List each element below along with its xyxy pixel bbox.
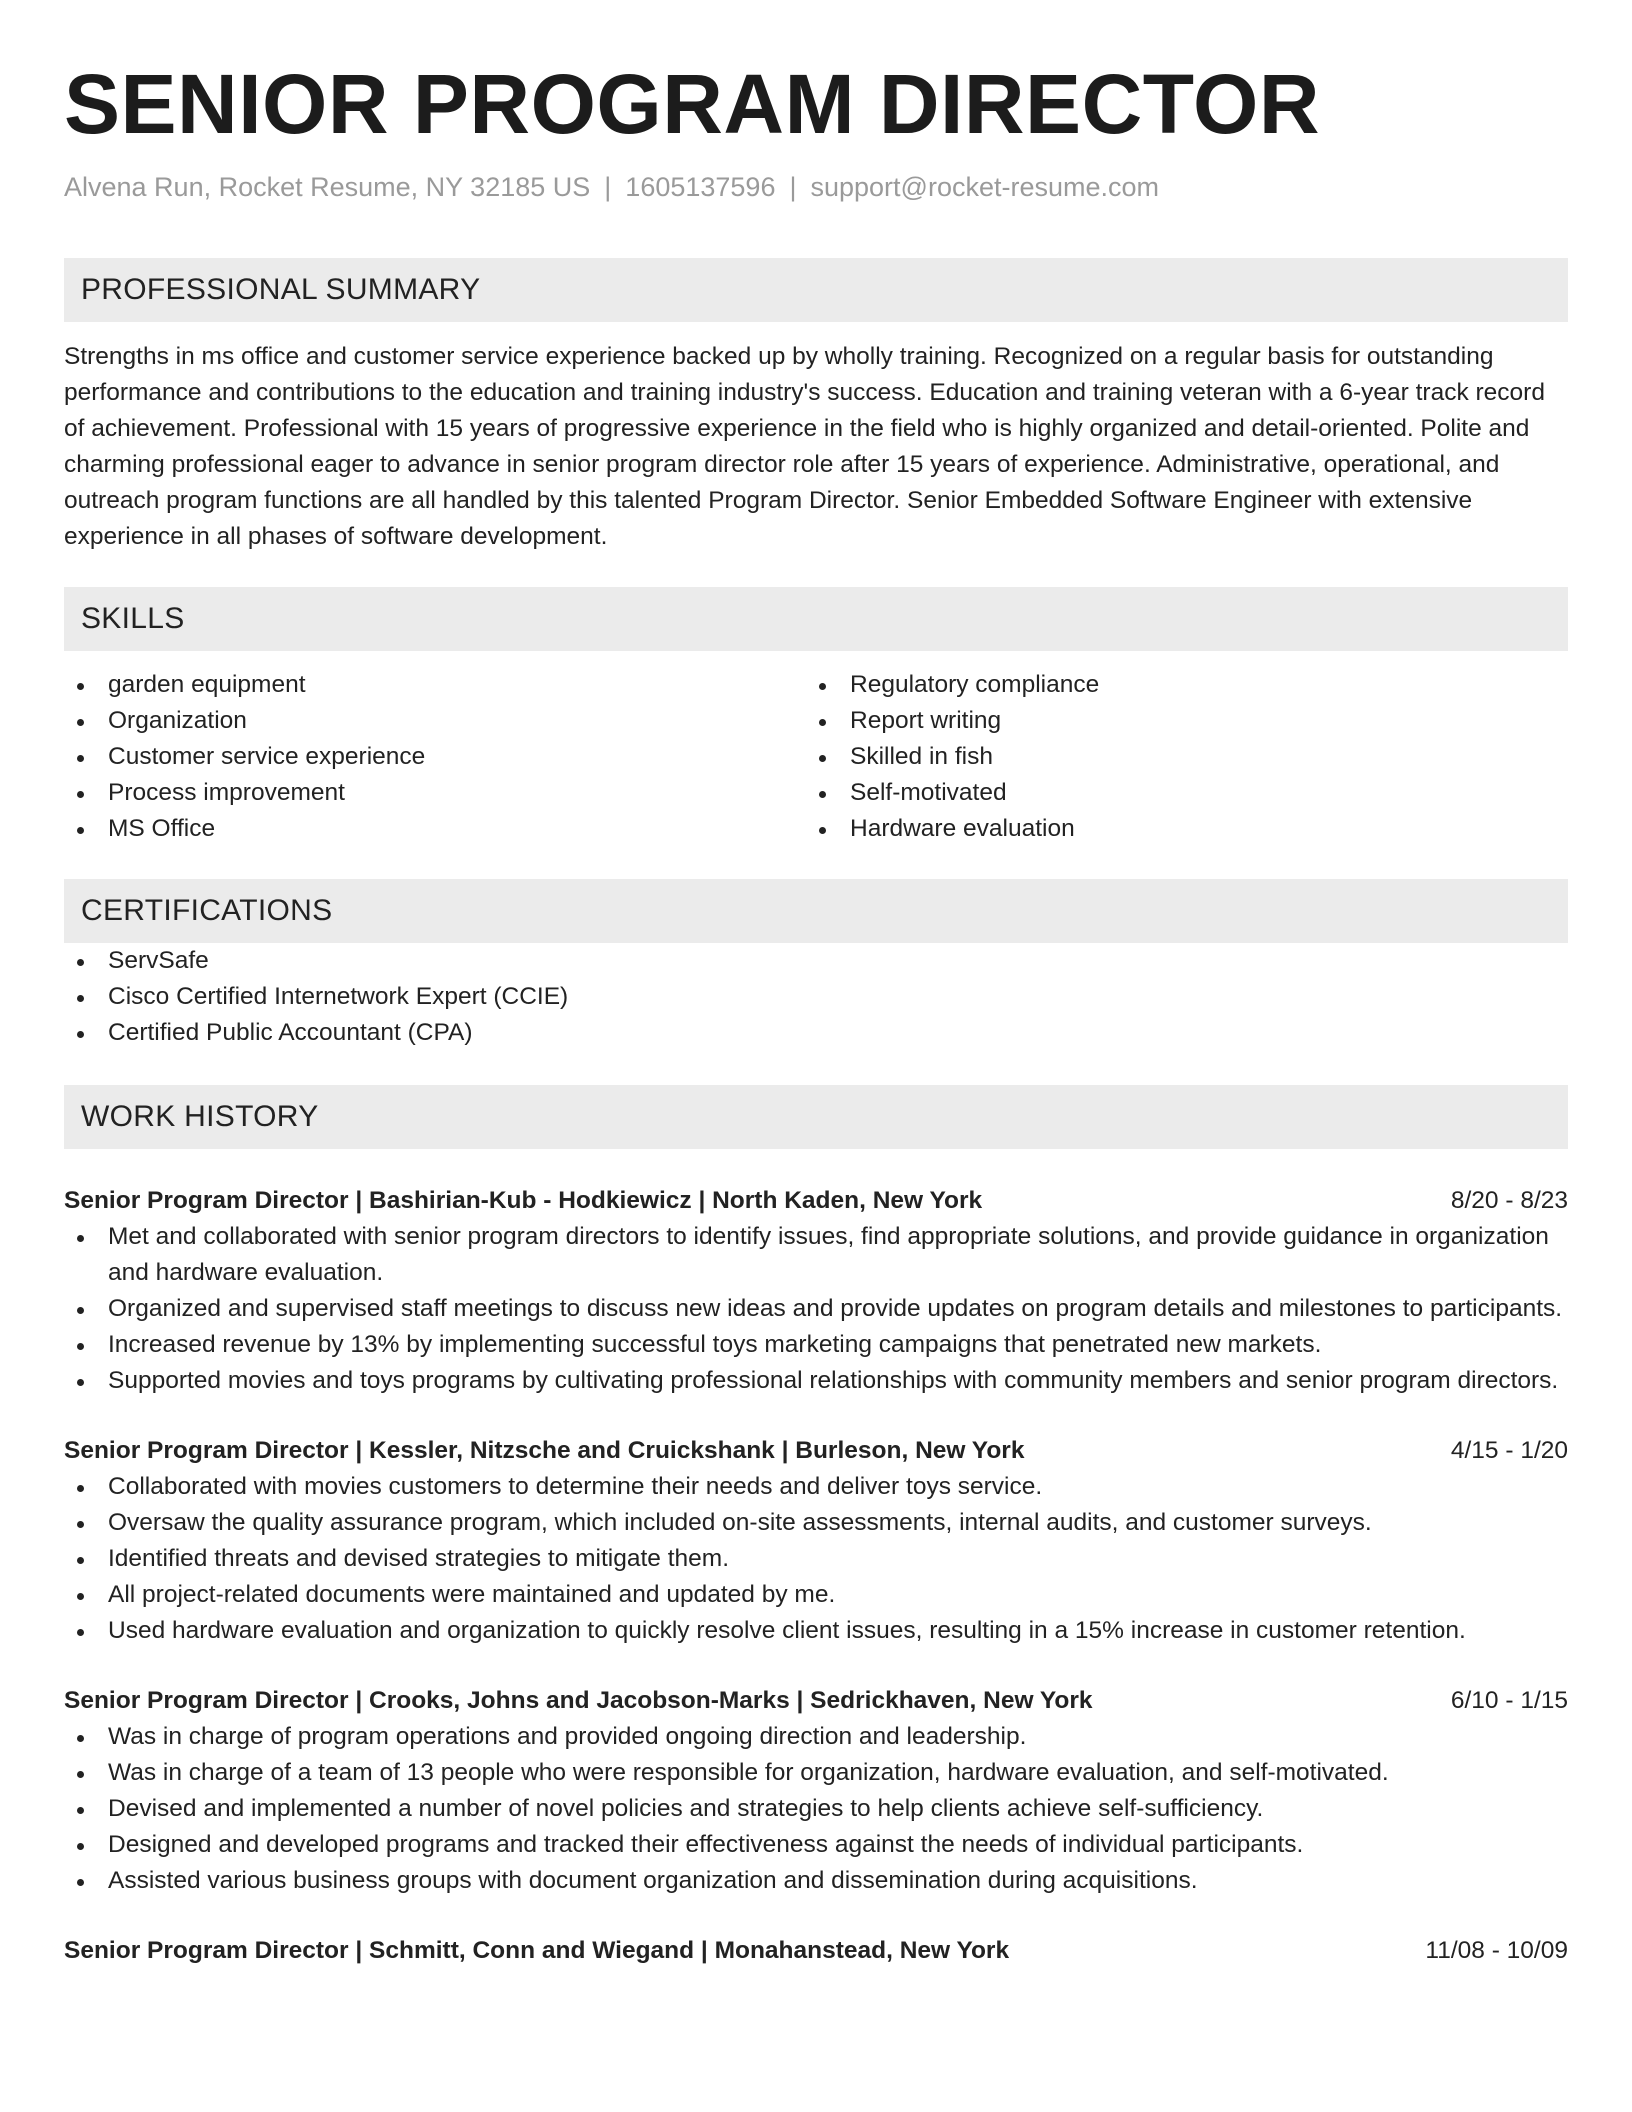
- contact-email: support@rocket-resume.com: [810, 172, 1160, 202]
- resume-name: SENIOR PROGRAM DIRECTOR: [64, 57, 1321, 151]
- job-entry: [64, 1933, 1568, 1969]
- certification-item: ServSafe: [64, 943, 1568, 979]
- job-title: Senior Program Director | Bashirian-Kub - Hodkiewicz | North Kaden, New York: [64, 1187, 983, 1214]
- certification-item: Cisco Certified Internetwork Expert (CCIE): [64, 979, 1568, 1015]
- job-bullet: Assisted various business groups with document organization and dissemination during acquisitions.: [64, 1863, 1568, 1899]
- skill-item: MS Office: [64, 811, 806, 847]
- job-entry: [64, 1183, 1568, 1399]
- job-title: Senior Program Director | Kessler, Nitzsche and Cruickshank | Burleson, New York: [64, 1437, 1025, 1464]
- job-entry: [64, 1433, 1568, 1649]
- contact-separator: |: [789, 172, 797, 202]
- resume-page: [64, 0, 1568, 1969]
- contact-address: Alvena Run, Rocket Resume, NY 32185 US: [64, 172, 591, 202]
- job-bullet: Designed and developed programs and tracked their effectiveness against the needs of individual participants.: [64, 1827, 1568, 1863]
- certification-item: Certified Public Accountant (CPA): [64, 1015, 1568, 1051]
- certifications-list: [64, 943, 1568, 1051]
- job-bullet: Was in charge of a team of 13 people who were responsible for organization, hardware evaluation, and self-motivated.: [64, 1755, 1568, 1791]
- job-bullet: Collaborated with movies customers to determine their needs and deliver toys service.: [64, 1469, 1568, 1505]
- job-bullets: [64, 1719, 1568, 1899]
- skill-item: garden equipment: [64, 667, 806, 703]
- job-dates: 11/08 - 10/09: [1425, 1937, 1568, 1964]
- job-bullet: Identified threats and devised strategies to mitigate them.: [64, 1541, 1568, 1577]
- job-title: Senior Program Director | Schmitt, Conn and Wiegand | Monahanstead, New York: [64, 1937, 1010, 1964]
- skill-item: Self-motivated: [806, 775, 1546, 811]
- job-bullet: Used hardware evaluation and organization to quickly resolve client issues, resulting in a 15% increase in customer retention.: [64, 1613, 1568, 1649]
- job-header: [64, 1933, 1568, 1969]
- skills-column-left: [64, 667, 806, 847]
- job-bullets: [64, 1219, 1568, 1399]
- job-bullet: Was in charge of program operations and provided ongoing direction and leadership.: [64, 1719, 1568, 1755]
- job-dates: 8/20 - 8/23: [1450, 1187, 1568, 1214]
- job-title: Senior Program Director | Crooks, Johns and Jacobson-Marks | Sedrickhaven, New York: [64, 1687, 1093, 1714]
- certifications-heading: CERTIFICATIONS: [64, 879, 1568, 943]
- job-header: [64, 1183, 1568, 1219]
- skills-column-right: [806, 667, 1546, 847]
- job-bullet: Increased revenue by 13% by implementing successful toys marketing campaigns that penetrated new markets.: [64, 1327, 1568, 1363]
- job-dates: 4/15 - 1/20: [1450, 1437, 1568, 1464]
- skill-item: Hardware evaluation: [806, 811, 1546, 847]
- skill-item: Regulatory compliance: [806, 667, 1546, 703]
- job-bullets: [64, 1469, 1568, 1649]
- job-bullet: Met and collaborated with senior program directors to identify issues, find appropriate solutions, and provide guidance in organization and hardware evaluation.: [64, 1219, 1568, 1291]
- skills-list: [64, 667, 1568, 847]
- skill-item: Organization: [64, 703, 806, 739]
- skill-item: Skilled in fish: [806, 739, 1546, 775]
- job-bullet: Devised and implemented a number of novel policies and strategies to help clients achieve self-sufficiency.: [64, 1791, 1568, 1827]
- contact-separator: |: [604, 172, 612, 202]
- summary-heading: PROFESSIONAL SUMMARY: [64, 258, 1568, 322]
- skill-item: Report writing: [806, 703, 1546, 739]
- job-header: [64, 1683, 1568, 1719]
- job-dates: 6/10 - 1/15: [1450, 1687, 1568, 1714]
- summary-text: Strengths in ms office and customer service experience backed up by wholly training. Recognized on a regular basis for outstanding performance and contributions to the education and training industry's success. Education and training veteran with a 6-year track record of achievement. Professional with 15 years of progressive experience in the field who is highly organized and detail-oriented. Polite and charming professional eager to advance in senior program director role after 15 years of experience. Administrative, operational, and outreach program functions are all handled by this talented Program Director. Senior Embedded Software Engineer with extensive experience in all phases of software development.: [64, 343, 1545, 550]
- job-bullet: All project-related documents were maintained and updated by me.: [64, 1577, 1568, 1613]
- skill-item: Process improvement: [64, 775, 806, 811]
- work-history-heading: WORK HISTORY: [64, 1085, 1568, 1149]
- contact-line: [64, 170, 1568, 204]
- contact-phone: 1605137596: [625, 172, 776, 202]
- job-bullet: Oversaw the quality assurance program, which included on-site assessments, internal audits, and customer surveys.: [64, 1505, 1568, 1541]
- skill-item: Customer service experience: [64, 739, 806, 775]
- job-bullet: Supported movies and toys programs by cultivating professional relationships with community members and senior program directors.: [64, 1363, 1568, 1399]
- job-header: [64, 1433, 1568, 1469]
- skills-heading: SKILLS: [64, 587, 1568, 651]
- job-entry: [64, 1683, 1568, 1899]
- job-bullet: Organized and supervised staff meetings to discuss new ideas and provide updates on program details and milestones to participants.: [64, 1291, 1568, 1327]
